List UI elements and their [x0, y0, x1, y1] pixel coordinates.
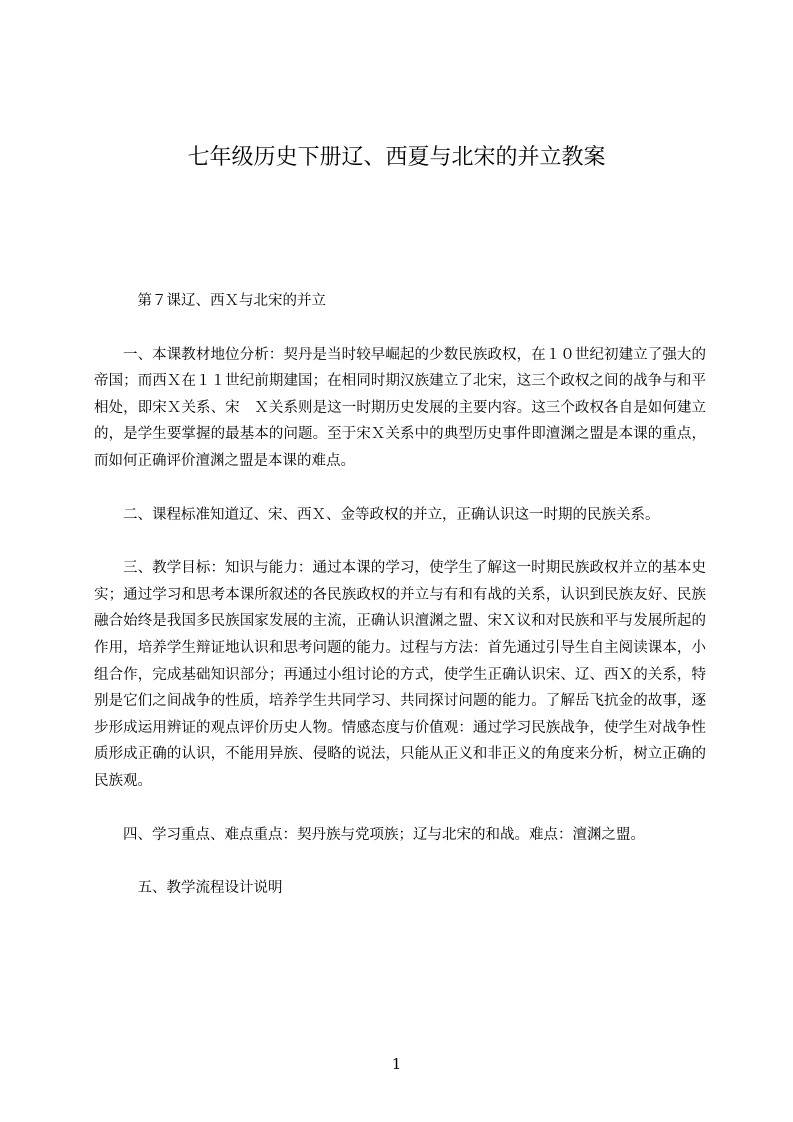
section-teaching-objectives: 三、教学目标：知识与能力：通过本课的学习，使学生了解这一时期民族政权并立的基本史实；通过学习和思考本课所叙述的各民族政权的并立与有和有战的关系，认识到民族友好、民族融合始终是我国多民族国家发展的主流，正确认识澶渊之盟、宋Ｘ议和对民族和平与发展所起的作用，培养学生辩证地认识和思考问题的能力。过程与方法：首先通过引导生自主阅读课本，小组合作，完成基础知识部分；再通过小组讨论的方式，使学生正确认识宋、辽、西Ｘ的关系，特别是它们之间战争的性质，培养学生共同学习、共同探讨问题的能力。了解岳飞抗金的故事，逐步形成运用辨证的观点评价历史人物。情感态度与价值观：通过学习民族战争，使学生对战争性质形成正确的认识，不能用异族、侵略的说法，只能从正义和非正义的角度来分析，树立正确的民族观。 [94, 560, 706, 789]
page-title: 七年级历史下册辽、西夏与北宋的并立教案 [187, 145, 606, 170]
section-teaching-process: 五、教学流程设计说明 [137, 880, 283, 897]
section-key-points: 四、学习重点、难点重点：契丹族与党项族；辽与北宋的和战。难点：澶渊之盟。 [123, 826, 645, 843]
section-textbook-analysis: 一、本课教材地位分析：契丹是当时较早崛起的少数民族政权，在１０世纪初建立了强大的帝国；而西Ｘ在１１世纪前期建国；在相同时期汉族建立了北宋，这三个政权之间的战争与和平相处，即宋Ｘ关系、宋 Ｘ关系则是这一时期历史发展的主要内容。这三个政权各自是如何建立的，是学生要掌握的最基本的问题。至于宋Ｘ关系中的典型历史事件即澶渊之盟是本课的重点，而如何正确评价澶渊之盟是本课的难点。 [94, 346, 706, 469]
lesson-heading: 第７课辽、西Ｘ与北宋的并立 [137, 293, 326, 309]
page-number: 1 [391, 1055, 402, 1073]
document-body [94, 288, 706, 929]
section-curriculum-standard: 二、课程标准知道辽、宋、西Ｘ、金等政权的并立，正确认识这一时期的民族关系。 [123, 506, 660, 523]
